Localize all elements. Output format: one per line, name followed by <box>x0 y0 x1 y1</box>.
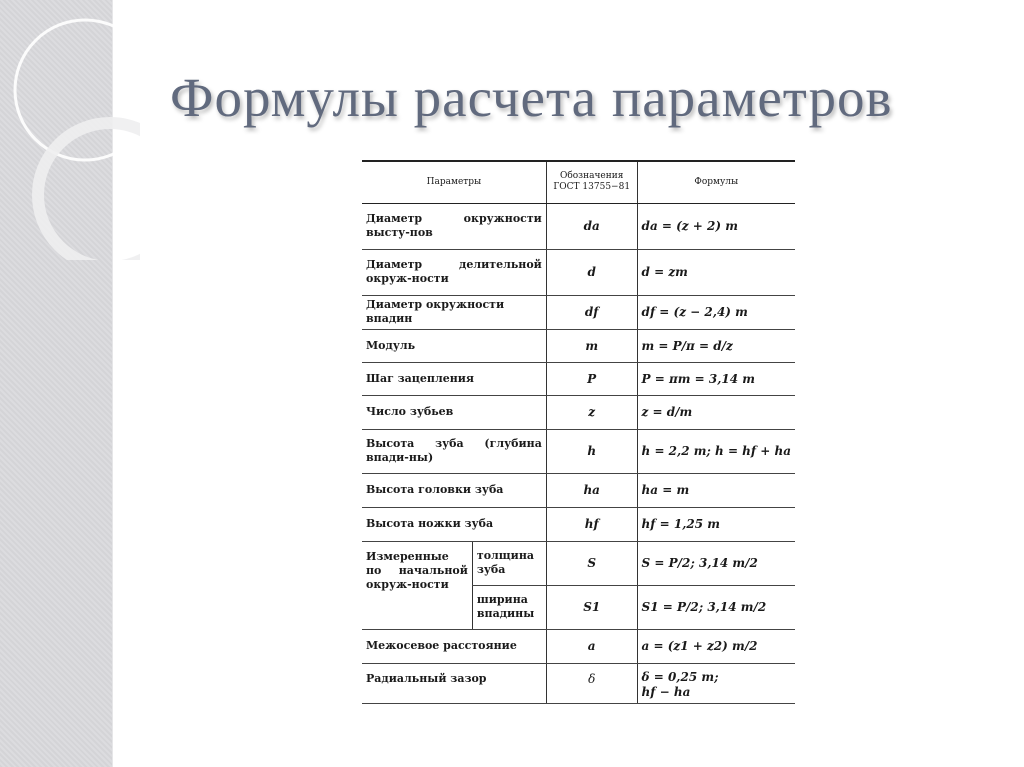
table-row <box>362 473 795 507</box>
table-header-row <box>362 161 795 203</box>
formula-line1: δ = 0,25 m; <box>641 669 719 684</box>
table-row-measured-thickness <box>362 541 795 585</box>
sub-param-cell: толщина зуба <box>472 541 546 585</box>
symbol-cell: S <box>546 541 637 585</box>
table-row <box>362 629 795 663</box>
formula-cell: S = P/2; 3,14 m/2 <box>637 541 795 585</box>
slide-title: Формулы расчета параметров <box>170 67 893 128</box>
symbol-cell: P <box>546 362 637 395</box>
header-notation-line1: Обозначения <box>559 171 624 182</box>
decorative-circles <box>0 0 140 260</box>
header-notation <box>546 161 637 203</box>
symbol-cell: a <box>546 629 637 663</box>
formula-cell: S1 = P/2; 3,14 m/2 <box>637 585 795 629</box>
table-row <box>362 507 795 541</box>
formula-cell: ha = m <box>637 473 795 507</box>
symbol-cell: df <box>546 295 637 329</box>
param-cell: Радиальный зазор <box>362 663 546 703</box>
formula-cell: P = πm = 3,14 m <box>637 362 795 395</box>
formula-cell: z = d/m <box>637 395 795 429</box>
symbol-cell: da <box>546 203 637 249</box>
param-cell: Шаг зацепления <box>362 362 546 395</box>
param-cell: Число зубьев <box>362 395 546 429</box>
header-params: Параметры <box>362 161 546 203</box>
table-row <box>362 362 795 395</box>
formula-line2: hf − ha <box>641 684 691 699</box>
formula-cell: da = (z + 2) m <box>637 203 795 249</box>
header-formulas: Формулы <box>637 161 795 203</box>
gost-parameters-table <box>362 160 795 704</box>
symbol-cell: S1 <box>546 585 637 629</box>
symbol-cell: z <box>546 395 637 429</box>
symbol-cell: m <box>546 329 637 362</box>
formula-cell: d = zm <box>637 249 795 295</box>
formula-cell: h = 2,2 m; h = hf + ha <box>637 429 795 473</box>
formula-cell: hf = 1,25 m <box>637 507 795 541</box>
sub-param-cell: ширина впадины <box>472 585 546 629</box>
param-cell: Высота ножки зуба <box>362 507 546 541</box>
table-row <box>362 395 795 429</box>
formula-cell <box>637 663 795 703</box>
measured-group-cell: Измеренные по начальной окруж-ности <box>362 541 472 629</box>
symbol-cell: ha <box>546 473 637 507</box>
symbol-cell: δ <box>546 663 637 703</box>
param-cell: Диаметр окружности высту-пов <box>362 203 546 249</box>
table-row <box>362 203 795 249</box>
param-cell: Высота головки зуба <box>362 473 546 507</box>
header-notation-line2: ГОСТ 13755−81 <box>553 182 631 193</box>
symbol-cell: hf <box>546 507 637 541</box>
table-row <box>362 429 795 473</box>
table-row <box>362 663 795 703</box>
param-cell: Диаметр делительной окруж-ности <box>362 249 546 295</box>
symbol-cell: h <box>546 429 637 473</box>
table-row <box>362 295 795 329</box>
formula-cell: a = (z1 + z2) m/2 <box>637 629 795 663</box>
param-cell: Модуль <box>362 329 546 362</box>
table-row <box>362 329 795 362</box>
symbol-cell: d <box>546 249 637 295</box>
table-row <box>362 249 795 295</box>
param-cell: Диаметр окружности впадин <box>362 295 546 329</box>
formula-cell: m = P/π = d/z <box>637 329 795 362</box>
param-cell: Межосевое расстояние <box>362 629 546 663</box>
formula-cell: df = (z − 2,4) m <box>637 295 795 329</box>
param-cell: Высота зуба (глубина впади-ны) <box>362 429 546 473</box>
